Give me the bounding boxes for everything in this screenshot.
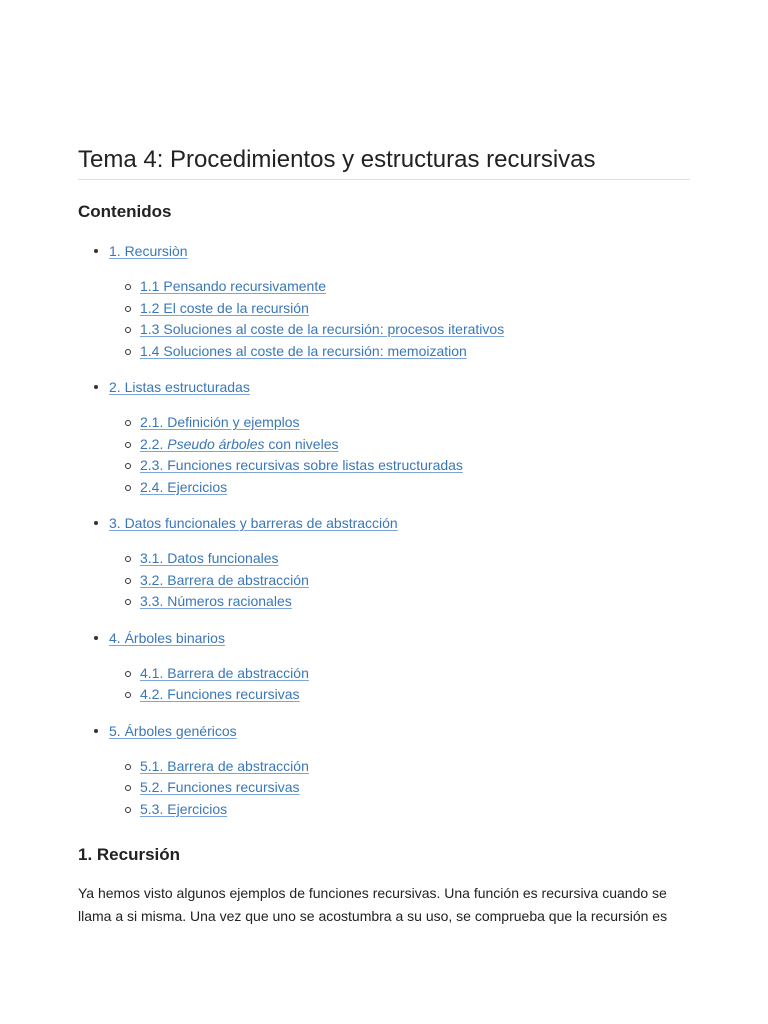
toc-subsection-list-4 (109, 663, 690, 706)
toc-subitem-2-3 (109, 455, 690, 477)
page-title: Tema 4: Procedimientos y estructuras recursivas (78, 146, 596, 173)
toc-link-2-2-suffix: con niveles (264, 435, 339, 452)
intro-paragraph (78, 882, 690, 928)
toc-heading: Contenidos (78, 202, 172, 221)
toc-link-3-3[interactable]: 3.3. Números racionales (140, 593, 292, 609)
toc-link-3-1[interactable]: 3.1. Datos funcionales (140, 550, 279, 566)
toc-link-5-2[interactable]: 5.2. Funciones recursivas (140, 779, 300, 795)
toc-subitem-5-1 (109, 756, 690, 778)
toc-subitem-2-2 (109, 434, 690, 456)
section-heading-recursion: 1. Recursión (78, 845, 181, 864)
toc-subitem-1-1 (109, 276, 690, 298)
toc-link-4[interactable]: 4. Árboles binarios (109, 629, 225, 646)
toc-subitem-4-1 (109, 663, 690, 685)
toc-section-1 (78, 240, 690, 362)
toc-link-2-2[interactable] (140, 436, 338, 452)
toc-subitem-3-2 (109, 570, 690, 592)
toc-link-3[interactable]: 3. Datos funcionales y barreras de abstracción (109, 515, 398, 531)
toc-subitem-5-3 (109, 799, 690, 821)
toc-link-2-3[interactable]: 2.3. Funciones recursivas sobre listas estructuradas (140, 457, 463, 473)
toc-subitem-1-3 (109, 319, 690, 341)
toc-link-5-3[interactable]: 5.3. Ejercicios (140, 800, 228, 817)
toc-section-2 (78, 376, 690, 498)
toc-section-4 (78, 627, 690, 706)
toc-subsection-list-2 (109, 412, 690, 498)
toc-link-2-1[interactable]: 2.1. Definición y ejemplos (140, 414, 300, 430)
toc-link-5[interactable]: 5. Árboles genéricos (109, 722, 237, 739)
toc-link-4-1[interactable]: 4.1. Barrera de abstracción (140, 664, 309, 681)
toc-subitem-2-4 (109, 477, 690, 499)
toc-link-1-2[interactable]: 1.2 El coste de la recursión (140, 299, 309, 316)
toc-subitem-3-3 (109, 591, 690, 613)
paragraph-line-1: Ya hemos visto algunos ejemplos de funciones recursivas. Una función es recursiva cuando se (78, 885, 667, 901)
toc-subsection-list-5 (109, 756, 690, 821)
toc-link-5-1[interactable]: 5.1. Barrera de abstracción (140, 757, 309, 774)
toc-link-2-4[interactable]: 2.4. Ejercicios (140, 478, 228, 495)
toc-link-1-1[interactable]: 1.1 Pensando recursivamente (140, 278, 326, 294)
toc-subitem-3-1 (109, 548, 690, 570)
toc-subsection-list-3 (109, 548, 690, 613)
table-of-contents (78, 240, 690, 834)
title-divider (78, 179, 690, 180)
toc-subitem-1-4 (109, 341, 690, 363)
toc-subsection-list-1 (109, 276, 690, 362)
toc-section-3 (78, 512, 690, 613)
toc-subitem-5-2 (109, 777, 690, 799)
toc-subitem-4-2 (109, 684, 690, 706)
toc-subitem-2-1 (109, 412, 690, 434)
toc-link-1-4[interactable]: 1.4 Soluciones al coste de la recursión: memoization (140, 342, 467, 359)
toc-link-4-2[interactable]: 4.2. Funciones recursivas (140, 686, 300, 702)
toc-link-1[interactable]: 1. Recursiòn (109, 243, 188, 259)
toc-link-3-2[interactable]: 3.2. Barrera de abstracción (140, 571, 309, 588)
paragraph-line-2: llama a si misma. Una vez que uno se acostumbra a su uso, se comprueba que la recursión es (78, 908, 668, 924)
toc-section-5 (78, 720, 690, 821)
toc-link-2-2-prefix: 2.2. (140, 435, 168, 452)
toc-link-2-2-emphasis: Pseudo árboles (167, 435, 265, 452)
toc-subitem-1-2 (109, 298, 690, 320)
toc-link-1-3[interactable]: 1.3 Soluciones al coste de la recursión: procesos iterativos (140, 321, 505, 337)
toc-link-2[interactable]: 2. Listas estructuradas (109, 379, 250, 395)
